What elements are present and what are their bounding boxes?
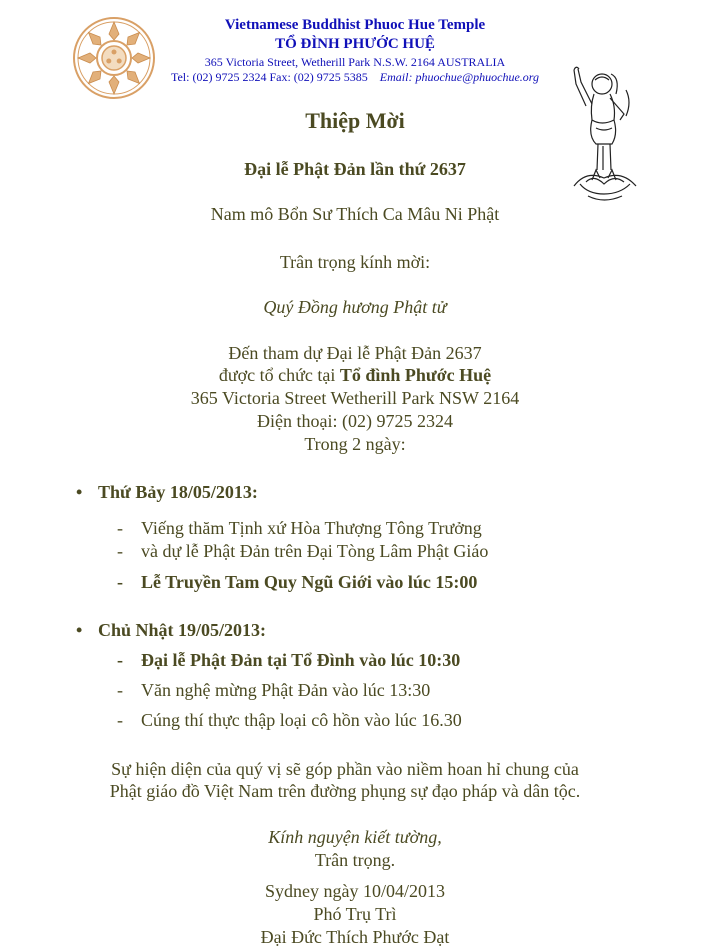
signoff-regards: Trân trọng. <box>314 850 396 870</box>
temple-phone-fax: Tel: (02) 9725 2324 Fax: (02) 9725 5385 <box>170 70 368 84</box>
temple-contact <box>0 70 710 85</box>
day-1-item-3: Lễ Truyền Tam Quy Ngũ Giới vào lúc 15:00 <box>141 572 478 592</box>
event-subtitle: Đại lễ Phật Đản lần thứ 2637 <box>244 159 466 179</box>
signoff-date: Sydney ngày 10/04/2013 <box>265 881 445 901</box>
temple-address: 365 Victoria Street, Wetherill Park N.S.W. 2164 AUSTRALIA <box>204 55 506 69</box>
closing-line-1: Sự hiện diện của quý vị sẽ góp phần vào niềm hoan hỉ chung của <box>111 759 579 779</box>
invitee-line: Quý Đồng hương Phật tử <box>263 297 447 317</box>
baby-buddha-icon <box>566 62 646 218</box>
greeting-line: Trân trọng kính mời: <box>279 252 431 272</box>
invite-phone: Điện thoại: (02) 9725 2324 <box>257 411 453 431</box>
closing-line-2: Phật giáo đồ Việt Nam trên đường phụng sự đạo pháp và dân tộc. <box>109 781 581 801</box>
temple-name-en: Vietnamese Buddhist Phuoc Hue Temple <box>224 17 486 33</box>
day-1-item-2: và dự lễ Phật Đản trên Đại Tòng Lâm Phật Giáo <box>141 541 489 561</box>
day-1-label: Thứ Bảy 18/05/2013: <box>98 482 258 502</box>
day-2-item-1: Đại lễ Phật Đản tại Tổ Đình vào lúc 10:30 <box>141 650 461 670</box>
day-2-item-3: Cúng thí thực thập loại cô hồn vào lúc 16.30 <box>141 710 462 730</box>
temple-name-vi: TỔ ĐÌNH PHƯỚC HUỆ <box>275 36 435 52</box>
day-1-item-1: Viếng thăm Tịnh xứ Hòa Thượng Tông Trưởng <box>141 518 482 538</box>
day-2-item-2: Văn nghệ mừng Phật Đản vào lúc 13:30 <box>141 680 431 700</box>
page-title: Thiệp Mời <box>305 108 405 133</box>
signoff-name: Đại Đức Thích Phước Đạt <box>260 927 450 947</box>
bullet-icon: • <box>76 620 83 640</box>
invite-line-2 <box>0 364 710 386</box>
invite-line-2-prefix: được tổ chức tại <box>218 365 340 385</box>
bullet-icon: • <box>76 482 83 502</box>
temple-email[interactable]: Email: phuochue@phuochue.org <box>379 70 540 84</box>
signoff-role: Phó Trụ Trì <box>313 904 397 924</box>
homage-line: Nam mô Bổn Sư Thích Ca Mâu Ni Phật <box>210 204 500 224</box>
day-2-label: Chủ Nhật 19/05/2013: <box>98 620 267 640</box>
signoff-wish: Kính nguyện kiết tường, <box>268 827 442 847</box>
invite-place: Tổ đình Phước Huệ <box>339 365 492 385</box>
invite-address: 365 Victoria Street Wetherill Park NSW 2164 <box>190 388 520 408</box>
baby-buddha-illustration <box>566 62 646 218</box>
invite-duration: Trong 2 ngày: <box>304 434 406 454</box>
invite-line-1: Đến tham dự Đại lễ Phật Đản 2637 <box>228 343 482 363</box>
